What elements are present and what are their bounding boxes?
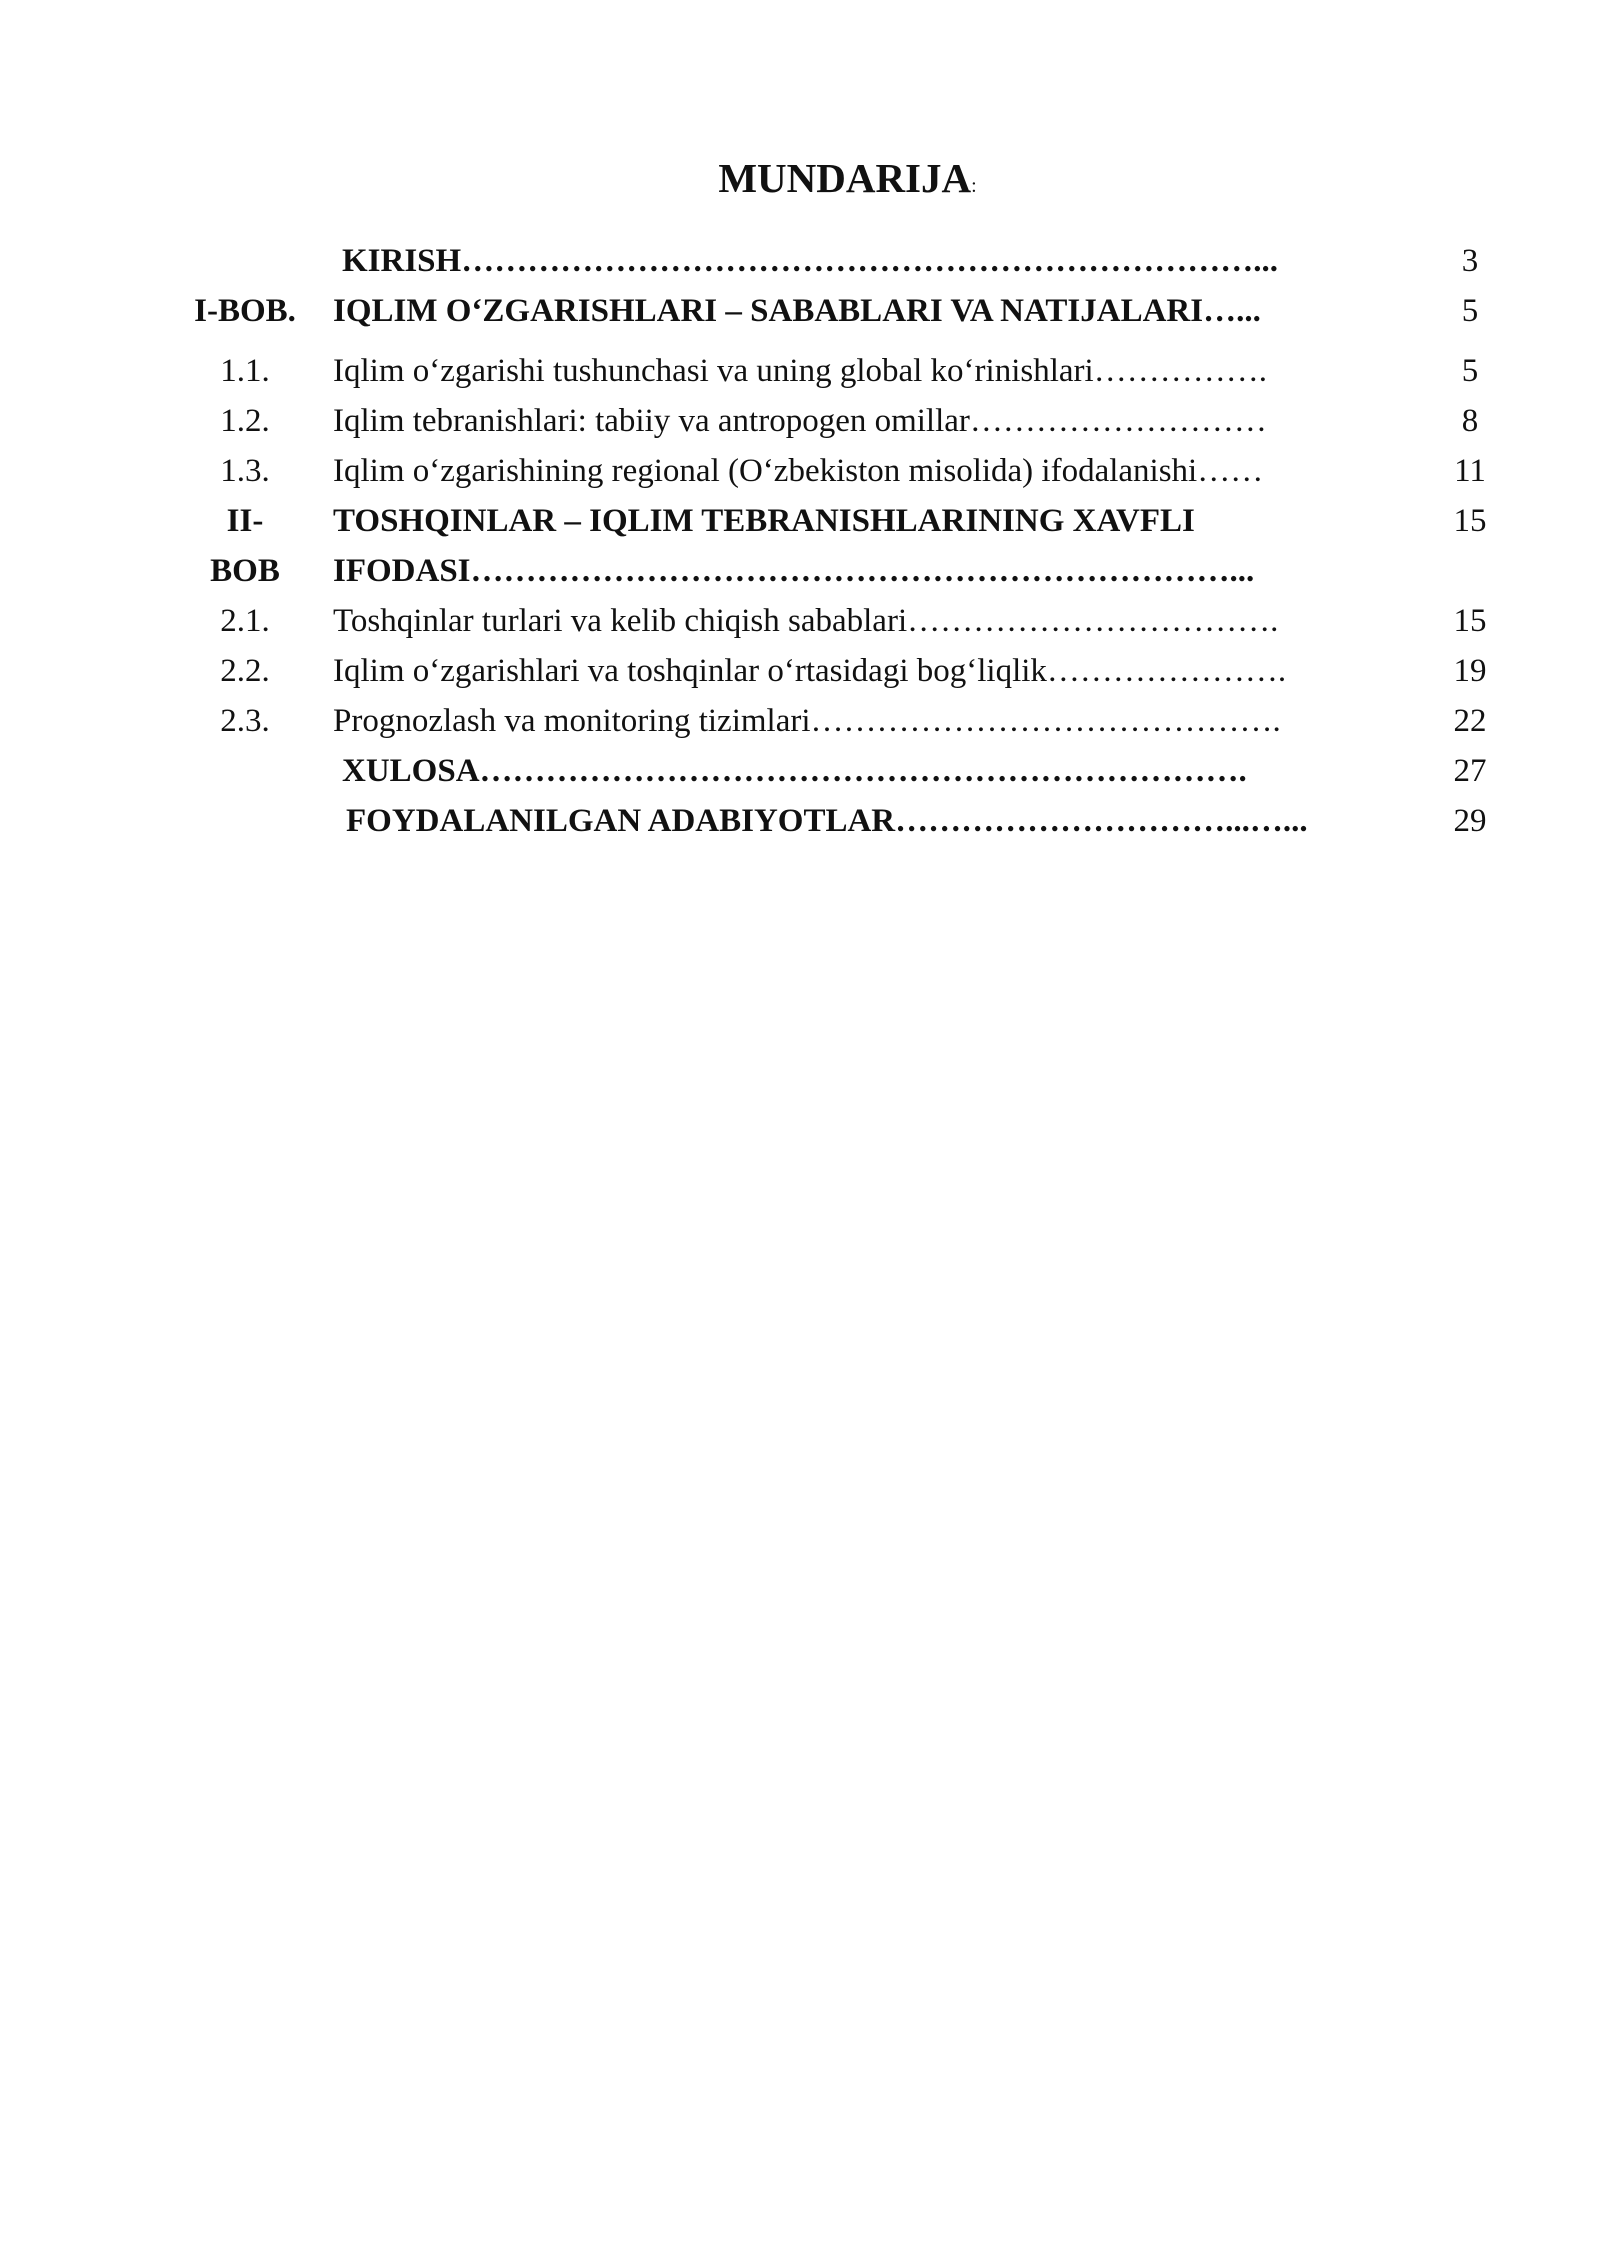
toc-entry-page: 11: [1454, 453, 1486, 489]
toc-entry-number: 2.2.: [220, 653, 270, 689]
toc-entry-page: 5: [1461, 353, 1479, 389]
toc-entry-section-2-3: [0, 696, 1600, 746]
toc-entry-title: XULOSA…………………………………………………………….: [342, 753, 1247, 789]
toc-entry-chapter-1: [0, 286, 1600, 336]
toc-entry-number: 1.1.: [220, 353, 270, 389]
toc-entry-conclusion: [0, 746, 1600, 796]
toc-entry-title: IFODASI……………………………………………………………...: [333, 553, 1255, 589]
toc-title-colon: :: [971, 175, 977, 197]
toc-entry-section-2-2: [0, 646, 1600, 696]
toc-entry-section-1-2: [0, 396, 1600, 446]
toc-entry-number: I-BOB.: [194, 293, 296, 329]
toc-entry-number: 1.3.: [220, 453, 270, 489]
toc-entry-title: Prognozlash va monitoring tizimlari…………………………………….: [333, 703, 1281, 739]
toc-entry-section-1-3: [0, 446, 1600, 496]
toc-entry-page: 5: [1461, 293, 1479, 329]
toc-entry-section-1-1: [0, 346, 1600, 396]
toc-entry-title: Iqlim o‘zgarishining regional (O‘zbekiston misolida) ifodalanishi……: [333, 453, 1264, 489]
toc-entry-number: 2.1.: [220, 603, 270, 639]
toc-entry-title: KIRISH………………………………………………………………...: [342, 243, 1278, 279]
toc-entry-number: 2.3.: [220, 703, 270, 739]
toc-entry-number: 1.2.: [220, 403, 270, 439]
toc-entry-page: 29: [1453, 803, 1487, 839]
toc-entry-references: [0, 796, 1600, 846]
toc-entry-title: IQLIM O‘ZGARISHLARI – SABABLARI VA NATIJALARI…...: [333, 293, 1261, 329]
toc-entry-chapter-2-continued: [0, 546, 1600, 596]
toc-entry-title: Iqlim tebranishlari: tabiiy va antropogen omillar………………………: [333, 403, 1267, 439]
toc-title-text: MUNDARIJA: [718, 155, 972, 201]
toc-entry-title: Iqlim o‘zgarishi tushunchasi va uning global ko‘rinishlari…………….: [333, 353, 1267, 389]
toc-entry-chapter-2: [0, 496, 1600, 546]
toc-entry-section-2-1: [0, 596, 1600, 646]
toc-entry-number: II-: [226, 503, 264, 539]
toc-entry-page: 22: [1453, 703, 1487, 739]
toc-entry-page: 27: [1453, 753, 1487, 789]
toc-entry-title: TOSHQINLAR – IQLIM TEBRANISHLARINING XAVFLI: [333, 503, 1195, 539]
toc-entry-page: 3: [1461, 243, 1479, 279]
toc-entry-title: FOYDALANILGAN ADABIYOTLAR…………………………...…...: [346, 803, 1308, 839]
toc-entry-page: 8: [1461, 403, 1479, 439]
toc-entry-page: 15: [1453, 503, 1487, 539]
toc-entry-kirish: [0, 236, 1600, 286]
toc-entry-page: 15: [1453, 603, 1487, 639]
toc-entry-page: 19: [1453, 653, 1487, 689]
toc-entry-number: BOB: [210, 553, 280, 589]
toc-entry-title: Toshqinlar turlari va kelib chiqish sabablari…………………………….: [333, 603, 1279, 639]
toc-entry-title: Iqlim o‘zgarishlari va toshqinlar o‘rtasidagi bog‘liqlik………………….: [333, 653, 1287, 689]
toc-title: [0, 150, 1600, 214]
